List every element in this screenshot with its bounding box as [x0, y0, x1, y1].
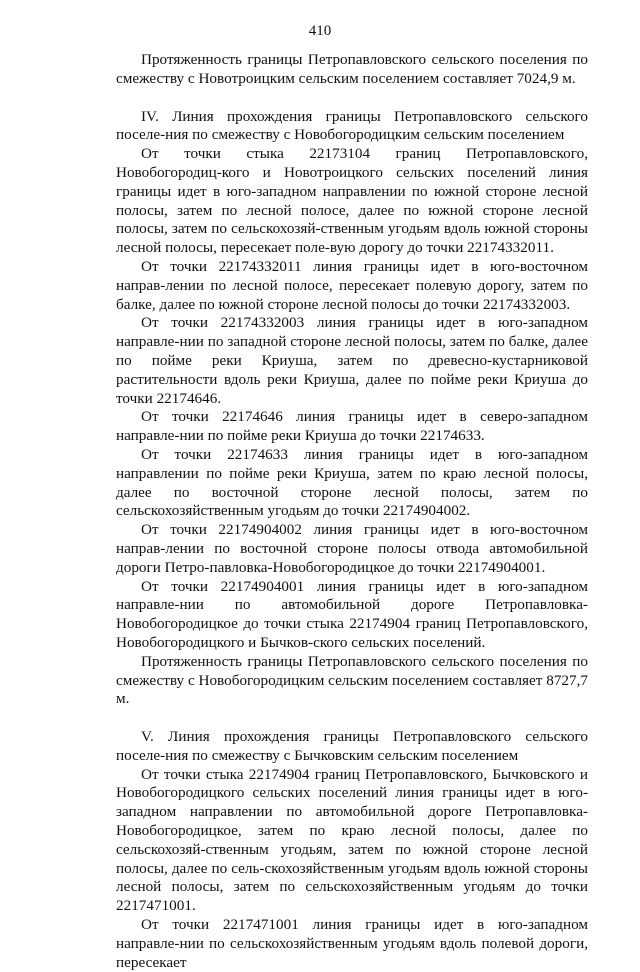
paragraph: Протяженность границы Петропавловского сельского поселения по смежеству с Новобогородицким сельским поселением составляет 8727,7 м. [116, 652, 588, 708]
section-heading: V. Линия прохождения границы Петропавловского сельского поселе-ния по смежеству с Бычковским сельским поселением [116, 728, 588, 764]
section-spacer [116, 89, 588, 108]
paragraph: От точки 22174904001 линия границы идет в юго-западном направле-нии по автомобильной дороге Петропавловка-Новобогородицкое до точки стыка 22174904 границ Петропавловского, Новобогородицкого и Бычков-ского сельских поселений. [116, 577, 588, 651]
paragraph: От точки 22174332011 линия границы идет в юго-восточном направ-лении по лесной полосе, пересекает полевую дорогу, затем по балке, далее по южной стороне лесной полосы до точки 22174332003. [116, 257, 588, 313]
page-number: 410 [308, 23, 332, 39]
paragraph: От точки 22174646 линия границы идет в северо-западном направле-нии по пойме реки Криуша до точки 22174633. [116, 408, 588, 445]
paragraph: От точки 22174633 линия границы идет в юго-западном направлении по пойме реки Криуша, затем по краю лесной полосы, далее по восточной стороне лесной полосы, затем по сельскохозяйственным угодьям до точки 22174904002. [116, 445, 588, 520]
paragraph: От точки стыка 22174904 границ Петропавловского, Бычковского и Новобогородицкого сельских поселений линия границы идет в юго-западном направлении по автомобильной дороге Петропавловка-Новобогородицкое, затем по краю лесной полосы, далее по сельскохозяй-ственным угодьям, затем по южной стороне лесной полосы, далее по сель-скохозяйственным угодьям вдоль южной стороны лесной полосы, затем по сельскохозяйственным угодьям до точки 2217471001. [116, 765, 588, 915]
paragraph: Протяженность границы Петропавловского сельского поселения по смежеству с Новотроицким сельским поселением составляет 7024,9 м. [116, 51, 588, 87]
section-heading: IV. Линия прохождения границы Петропавловского сельского поселе-ния по смежеству с Новобогородицким сельским поселением [116, 107, 588, 144]
paragraph: От точки 2217471001 линия границы идет в юго-западном направле-нии по сельскохозяйственным угодьям вдоль полевой дороги, пересекает [116, 916, 588, 971]
section-spacer [116, 709, 588, 728]
paragraph: От точки стыка 22173104 границ Петропавловского, Новобогородиц-кого и Новотроицкого сельских поселений линия границы идет в юго-западном направлении по южной стороне лесной полосы, затем по лесной полосе, далее по южной стороне лесной полосы, затем по сельскохозяй-ственным угодьям вдоль южной стороны лесной полосы, пересекает поле-вую дорогу до точки 22174332011. [116, 145, 588, 257]
paragraph: От точки 22174904002 линия границы идет в юго-восточном направ-лении по восточной стороне полосы отвода автомобильной дороги Петро-павловка-Новобогородицкое до точки 22174904001. [116, 521, 588, 576]
paragraph: От точки 22174332003 линия границы идет в юго-западном направле-нии по западной стороне лесной полосы, затем по балке, далее по пойме реки Криуша, затем по древесно-кустарниковой растительности вдоль реки Криуша, далее по пойме реки Криуша до точки 22174646. [116, 314, 588, 407]
document-body [116, 51, 588, 972]
